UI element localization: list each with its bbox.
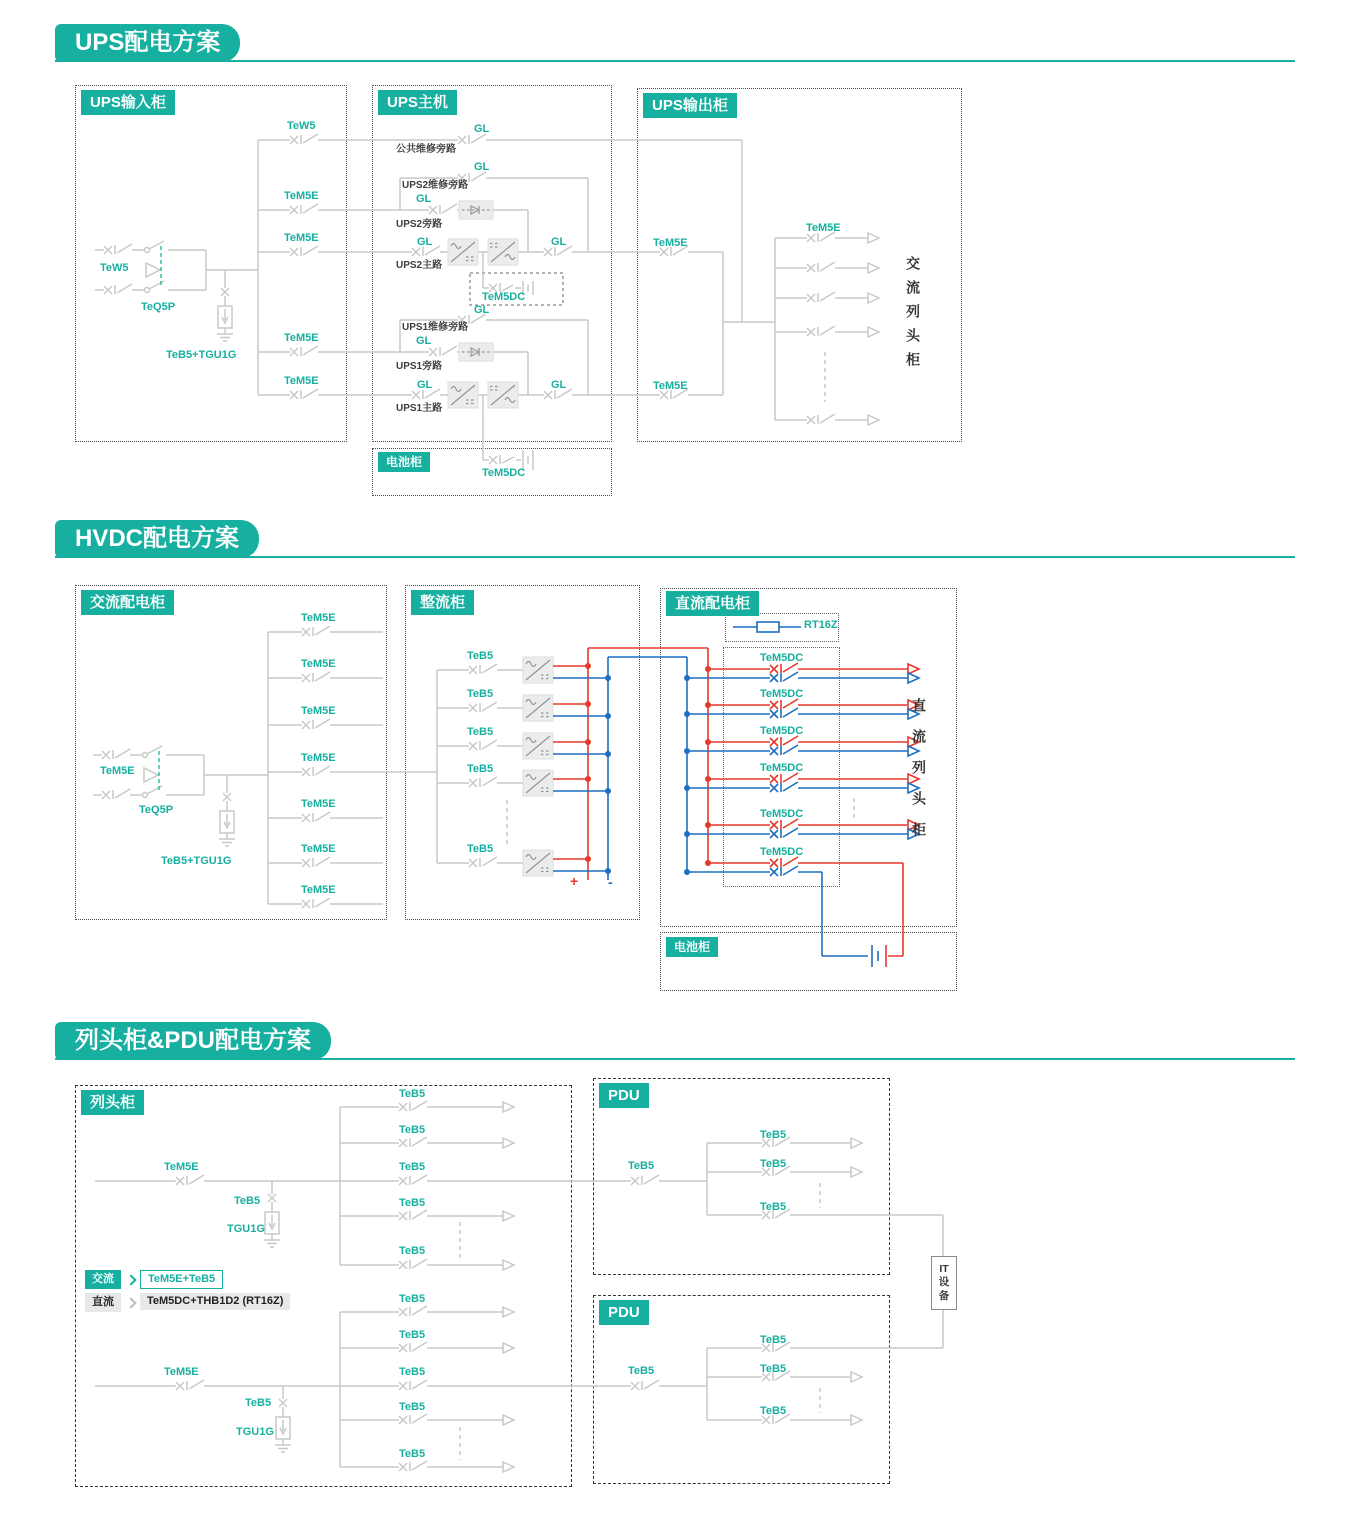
breaker-icon <box>399 1414 427 1424</box>
rectifier-icon <box>448 382 478 408</box>
feeder-arrow-icon <box>868 263 879 273</box>
breaker-icon <box>399 1137 427 1147</box>
rectifier-module-icon <box>523 657 553 683</box>
label-teb5-tgu1g: TeB5+TGU1G <box>161 855 232 867</box>
breaker-icon <box>399 1306 427 1316</box>
breaker-icon <box>429 346 457 356</box>
breaker-icon <box>302 672 330 682</box>
legend-ac-badge: 交流 <box>85 1270 121 1289</box>
feeder-arrow-icon <box>908 673 919 683</box>
cabinet-tab-hvdc-rect: 整流柜 <box>411 590 474 615</box>
surge-arrester-icon <box>264 1188 280 1247</box>
label-teb5-pdu1-in: TeB5 <box>628 1160 655 1172</box>
dc-negative-circuit <box>553 619 919 967</box>
legend-dc-value: TeM5DC+THB1D2 (RT16Z) <box>140 1293 290 1310</box>
ats-coupling-dashes <box>159 246 161 791</box>
label-teb5-pdu2-in: TeB5 <box>628 1365 655 1377</box>
label-tem5e: TeM5E <box>301 843 336 855</box>
label-it-equipment: IT设备 <box>938 1263 950 1302</box>
label-teb5: TeB5 <box>399 1366 426 1378</box>
label-common-maint-bypass: 公共维修旁路 <box>396 144 456 155</box>
label-teb5-tgu1g: TeB5+TGU1G <box>166 349 237 361</box>
label-gl: GL <box>551 236 567 248</box>
label-gl: GL <box>416 335 432 347</box>
label-tem5e: TeM5E <box>301 658 336 670</box>
label-tem5dc: TeM5DC <box>760 688 804 700</box>
dc-breaker-icon <box>770 819 798 829</box>
dc-breaker-icon <box>770 745 798 755</box>
breaker-icon <box>399 1259 427 1269</box>
label-teb5: TeB5 <box>399 1161 426 1173</box>
label-dc-row-cabinet: 直流列头柜 <box>911 698 927 853</box>
rectifier-module-icon <box>523 733 553 759</box>
label-ups1-maint-bypass: UPS1维修旁路 <box>402 322 469 333</box>
cabinet-tab-ups-output: UPS输出柜 <box>643 93 737 118</box>
label-tgu1g-b: TGU1G <box>236 1426 274 1438</box>
label-tem5e: TeM5E <box>301 612 336 624</box>
feeder-arrow-icon <box>503 1343 514 1353</box>
label-tew5-branch: TeW5 <box>287 120 316 132</box>
breaker-icon <box>399 1210 427 1220</box>
breaker-icon <box>176 1380 204 1390</box>
rectifier-module-icon <box>523 695 553 721</box>
label-teb5: TeB5 <box>467 763 494 775</box>
section-rule-ups <box>55 60 1295 62</box>
label-teb5: TeB5 <box>467 688 494 700</box>
label-tem5e: TeM5E <box>284 232 319 244</box>
label-tew5-input: TeW5 <box>100 262 129 274</box>
label-teb5: TeB5 <box>760 1405 787 1417</box>
label-tem5e: TeM5E <box>284 375 319 387</box>
label-teb5: TeB5 <box>467 843 494 855</box>
inverter-icon <box>488 382 518 408</box>
breaker-icon <box>302 898 330 908</box>
label-teb5: TeB5 <box>399 1448 426 1460</box>
label-tem5e: TeM5E <box>284 190 319 202</box>
surge-arrester-icon <box>217 282 233 341</box>
rectifier-icon <box>448 239 478 265</box>
label-teb5: TeB5 <box>760 1201 787 1213</box>
breaker-icon <box>290 134 318 144</box>
label-teb5: TeB5 <box>399 1124 426 1136</box>
label-ups1-bypass: UPS1旁路 <box>396 361 443 372</box>
breaker-icon <box>302 766 330 776</box>
label-teb5: TeB5 <box>760 1158 787 1170</box>
breaker-icon <box>631 1175 659 1185</box>
section-title-hvdc: HVDC配电方案 <box>55 520 259 558</box>
breaker-icon <box>104 284 132 294</box>
cabinet-tab-hvdc-battery: 电池柜 <box>666 937 718 957</box>
label-tem5e-input: TeM5E <box>100 765 135 777</box>
it-equipment-box <box>931 1256 957 1310</box>
feeder-arrow-icon <box>851 1138 862 1148</box>
breaker-icon <box>469 702 497 712</box>
label-ups2-maint-bypass: UPS2维修旁路 <box>402 180 469 191</box>
breaker-icon <box>631 1380 659 1390</box>
dc-breaker-icon <box>770 857 798 867</box>
dc-breaker-icon <box>770 663 798 673</box>
feeder-arrow-icon <box>868 233 879 243</box>
label-teq5p: TeQ5P <box>141 301 176 313</box>
label-ups1-main: UPS1主路 <box>396 403 443 414</box>
label-gl: GL <box>474 304 490 316</box>
label-tem5e-output-in: TeM5E <box>653 380 688 392</box>
label-teb5: TeB5 <box>399 1401 426 1413</box>
label-tem5e: TeM5E <box>284 332 319 344</box>
label-tem5e: TeM5E <box>301 752 336 764</box>
label-gl: GL <box>417 236 433 248</box>
label-tem5dc: TeM5DC <box>760 725 804 737</box>
label-tem5dc: TeM5DC <box>482 291 526 303</box>
label-teb5-surge-a: TeB5 <box>234 1195 261 1207</box>
fuse-icon <box>757 622 779 632</box>
breaker-icon <box>429 204 457 214</box>
cabinet-tab-hvdc-ac: 交流配电柜 <box>81 590 174 615</box>
inverter-icon <box>488 239 518 265</box>
feeder-arrow-icon <box>851 1167 862 1177</box>
label-tem5e-rowhead-b: TeM5E <box>164 1366 199 1378</box>
dc-breaker-icon <box>770 773 798 783</box>
dc-breaker-icon <box>770 708 798 718</box>
label-ups2-bypass: UPS2旁路 <box>396 219 443 230</box>
section-title-ups: UPS配电方案 <box>55 24 240 62</box>
label-gl: GL <box>416 193 432 205</box>
label-tgu1g-a: TGU1G <box>227 1223 265 1235</box>
breaker-icon <box>102 749 130 759</box>
static-switch-icon <box>459 201 493 219</box>
label-teb5: TeB5 <box>399 1197 426 1209</box>
breaker-icon <box>469 777 497 787</box>
breaker-icon <box>302 626 330 636</box>
breaker-icon <box>469 857 497 867</box>
feeder-arrow-icon <box>868 415 879 425</box>
label-teb5: TeB5 <box>467 726 494 738</box>
breaker-icon <box>102 789 130 799</box>
breaker-icon <box>290 204 318 214</box>
label-teb5: TeB5 <box>399 1245 426 1257</box>
cabinet-tab-hvdc-dc: 直流配电柜 <box>666 591 759 616</box>
dc-negative-junctions <box>605 675 690 875</box>
label-tem5dc: TeM5DC <box>760 846 804 858</box>
label-tem5dc-battery: TeM5DC <box>482 467 526 479</box>
cabinet-tab-row-head: 列头柜 <box>81 1090 144 1115</box>
label-tem5e-output-in: TeM5E <box>653 237 688 249</box>
feeder-arrow-icon <box>908 664 919 674</box>
label-teb5: TeB5 <box>399 1329 426 1341</box>
label-tem5dc: TeM5DC <box>760 652 804 664</box>
feeder-arrow-icon <box>503 1415 514 1425</box>
label-teb5-surge-b: TeB5 <box>245 1397 272 1409</box>
breaker-icon <box>176 1175 204 1185</box>
breaker-icon <box>290 389 318 399</box>
label-tem5e: TeM5E <box>301 884 336 896</box>
legend-dc-badge: 直流 <box>85 1293 121 1312</box>
cabinet-tab-pdu-1: PDU <box>599 1083 649 1108</box>
breaker-icon <box>807 326 835 336</box>
breaker-icon <box>399 1342 427 1352</box>
section-title-row: 列头柜&PDU配电方案 <box>55 1022 331 1060</box>
label-teb5: TeB5 <box>760 1129 787 1141</box>
surge-arrester-icon <box>275 1393 291 1452</box>
cabinet-tab-ups-input: UPS输入柜 <box>81 90 175 115</box>
label-tem5dc: TeM5DC <box>760 762 804 774</box>
dc-breaker-icon <box>770 782 798 792</box>
rectifier-module-icon <box>523 850 553 876</box>
dc-breaker-icon <box>770 828 798 838</box>
label-tem5dc: TeM5DC <box>760 808 804 820</box>
label-teb5: TeB5 <box>399 1088 426 1100</box>
cabinet-tab-ups-host: UPS主机 <box>378 90 457 115</box>
feeder-arrow-icon <box>868 327 879 337</box>
feeder-arrow-icon <box>503 1260 514 1270</box>
breaker-icon <box>302 812 330 822</box>
continuation-dashes <box>460 352 854 1460</box>
label-teb5: TeB5 <box>467 650 494 662</box>
static-switch-icon <box>459 343 493 361</box>
label-tem5e: TeM5E <box>301 705 336 717</box>
label-tem5e-output-branch: TeM5E <box>806 222 841 234</box>
label-teq5p: TeQ5P <box>139 804 174 816</box>
label-teb5: TeB5 <box>760 1334 787 1346</box>
breaker-icon <box>399 1461 427 1471</box>
label-teb5: TeB5 <box>760 1363 787 1375</box>
legend-ac-value: TeM5E+TeB5 <box>140 1270 223 1289</box>
feeder-arrow-icon <box>868 293 879 303</box>
label-dc-plus: + <box>570 873 579 889</box>
breaker-icon <box>399 1101 427 1111</box>
label-dc-minus: - <box>608 874 613 890</box>
dc-breaker-icon <box>770 699 798 709</box>
breaker-icon <box>104 244 132 254</box>
dc-positive-junctions <box>585 663 711 866</box>
breaker-icon <box>302 857 330 867</box>
breaker-icon <box>399 1380 427 1390</box>
feeder-arrow-icon <box>503 1138 514 1148</box>
label-gl: GL <box>474 161 490 173</box>
label-gl: GL <box>417 379 433 391</box>
breaker-icon <box>807 414 835 424</box>
breaker-icon <box>469 664 497 674</box>
feeder-arrow-icon <box>503 1462 514 1472</box>
label-rt16z: RT16Z <box>804 619 838 631</box>
surge-arrester-icon <box>219 787 235 846</box>
breaker-icon <box>302 719 330 729</box>
feeder-arrow-icon <box>503 1307 514 1317</box>
breaker-icon <box>290 346 318 356</box>
breaker-icon <box>399 1175 427 1185</box>
cabinet-tab-pdu-2: PDU <box>599 1300 649 1325</box>
breaker-icon <box>807 292 835 302</box>
label-gl: GL <box>474 123 490 135</box>
breaker-icon <box>458 134 486 144</box>
label-gl: GL <box>551 379 567 391</box>
label-tem5e-rowhead-a: TeM5E <box>164 1161 199 1173</box>
feeder-arrow-icon <box>851 1372 862 1382</box>
feeder-arrow-icon <box>503 1102 514 1112</box>
label-tem5e: TeM5E <box>301 798 336 810</box>
breaker-icon <box>807 262 835 272</box>
label-ac-row-cabinet: 交流列头柜 <box>905 256 921 376</box>
breaker-icon <box>290 246 318 256</box>
dc-breaker-icon <box>770 866 798 876</box>
label-ups2-main: UPS2主路 <box>396 260 443 271</box>
label-teb5: TeB5 <box>399 1293 426 1305</box>
dc-breaker-icon <box>770 672 798 682</box>
dc-breaker-icon <box>770 736 798 746</box>
feeder-arrow-icon <box>851 1415 862 1425</box>
breaker-icon <box>469 740 497 750</box>
cabinet-tab-ups-battery: 电池柜 <box>378 452 430 472</box>
rectifier-module-icon <box>523 770 553 796</box>
feeder-arrow-icon <box>503 1211 514 1221</box>
